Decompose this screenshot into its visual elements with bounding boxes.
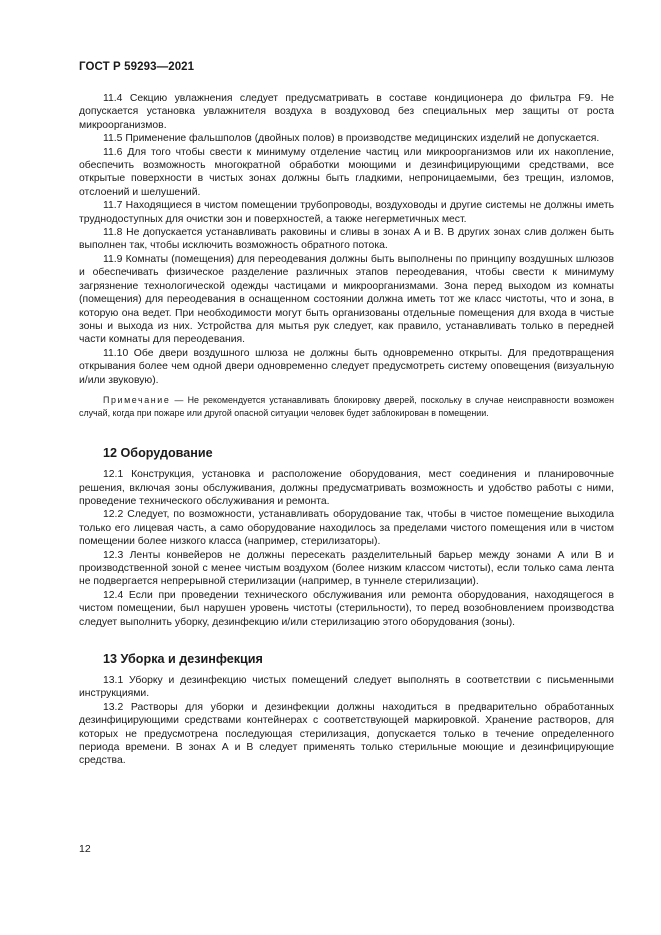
paragraph-11-8: 11.8 Не допускается устанавливать раковины и сливы в зонах А и В. В других зонах слив должен быть выполнен так, чтобы исключить возможность обратного потока. (79, 227, 614, 252)
paragraph-12-2: 12.2 Следует, по возможности, устанавливать оборудование так, чтобы в чистое помещение выходила только его лицевая часть, а само оборудование находилось за пределами чистого помещения или в чистом помещении более низкого класса (например, стерилизаторы). (79, 509, 614, 548)
paragraph-11-9: 11.9 Комнаты (помещения) для переодевания должны быть выполнены по принципу воздушных шлюзов и обеспечивать физическое разделение различных этапов переодевания, чтобы свести к минимуму загрязнение технологической одежды частицами и микроорганизмами. Зона перед выходом из комнаты (помещения) для переодевания в оснащенном состоянии должна иметь тот же класс чистоты, что и зона, в которую она ведет. При необходимости могут быть организованы отдельные помещения для входа в чистые зоны и выхода из них. Устройства для мытья рук следует, как правило, устанавливать только в передней части комнаты для переодевания. (79, 253, 614, 346)
document-header: ГОСТ Р 59293—2021 (79, 61, 195, 73)
note-label: Примечание (103, 394, 171, 405)
note-paragraph (79, 394, 614, 419)
paragraph-11-10: 11.10 Обе двери воздушного шлюза не должны быть одновременно открыты. Для предотвращения открывания более чем одной двери одновременно следует предусмотреть систему оповещения (визуальную и/или звуковую). (79, 347, 614, 386)
paragraph-12-3: 12.3 Ленты конвейеров не должны пересекать разделительный барьер между зонами А или В и производственной зоной с менее чистым воздухом (более низким классом чистоты), если только сама лента не подвергается непрерывной стерилизации (например, в туннеле стерилизации). (79, 549, 614, 588)
paragraph-13-1: 13.1 Уборку и дезинфекцию чистых помещений следует выполнять в соответствии с письменными инструкциями. (79, 675, 614, 700)
paragraph-11-4: 11.4 Секцию увлажнения следует предусматривать в составе кондиционера до фильтра F9. Не допускается установка увлажнителя воздуха в воздуховод без специальных мер защиты от роста микроорганизмов. (79, 93, 614, 131)
paragraph-11-7: 11.7 Находящиеся в чистом помещении трубопроводы, воздуховоды и другие системы не должны иметь труднодоступных для очистки зон и поверхностей, а также негерметичных мест. (79, 200, 614, 225)
paragraph-13-2: 13.2 Растворы для уборки и дезинфекции должны находиться в предварительно обработанных дезинфицирующими средствами контейнерах с соответствующей маркировкой. Хранение растворов, для которых не предусмотрена последующая стерилизация, допускается только в течение определенного периода времени. В зонах А и В следует применять только стерильные моющие и дезинфицирующие средства. (79, 701, 614, 767)
section-12-heading: 12 Оборудование (103, 446, 213, 461)
paragraph-11-6: 11.6 Для того чтобы свести к минимуму отделение частиц или микроорганизмов или их накопление, обеспечить возможность многократной обработки моющими и дезинфицирующими средствами, все открытые поверхности в чистых зонах должны быть гладкими, непроницаемыми, без трещин, изломов, отслоений и шелушений. (79, 146, 614, 198)
paragraph-12-4: 12.4 Если при проведении технического обслуживания или ремонта оборудования, находящегося в чистом помещении, был нарушен уровень чистоты (стерильности), то перед возобновлением производства следует выполнить уборку, дезинфекцию и/или стерилизацию этого оборудования (зоны). (79, 589, 614, 628)
section-13-heading: 13 Уборка и дезинфекция (103, 652, 263, 666)
paragraph-12-1: 12.1 Конструкция, установка и расположение оборудования, мест соединения и планировочные решения, включая зоны обслуживания, должны предусматривать возможность и удобство работы с ними, проведение технического обслуживания и ремонта. (79, 469, 614, 507)
note-text: — Не рекомендуется устанавливать блокировку дверей, поскольку в случае неисправности возможен случай, когда при пожаре или другой опасной ситуации человек будет заблокирован в помещении. (79, 394, 614, 418)
paragraph-11-5: 11.5 Применение фальшполов (двойных полов) в производстве медицинских изделий не допускается. (103, 133, 600, 145)
page-number: 12 (79, 843, 91, 855)
document-body (79, 92, 614, 768)
